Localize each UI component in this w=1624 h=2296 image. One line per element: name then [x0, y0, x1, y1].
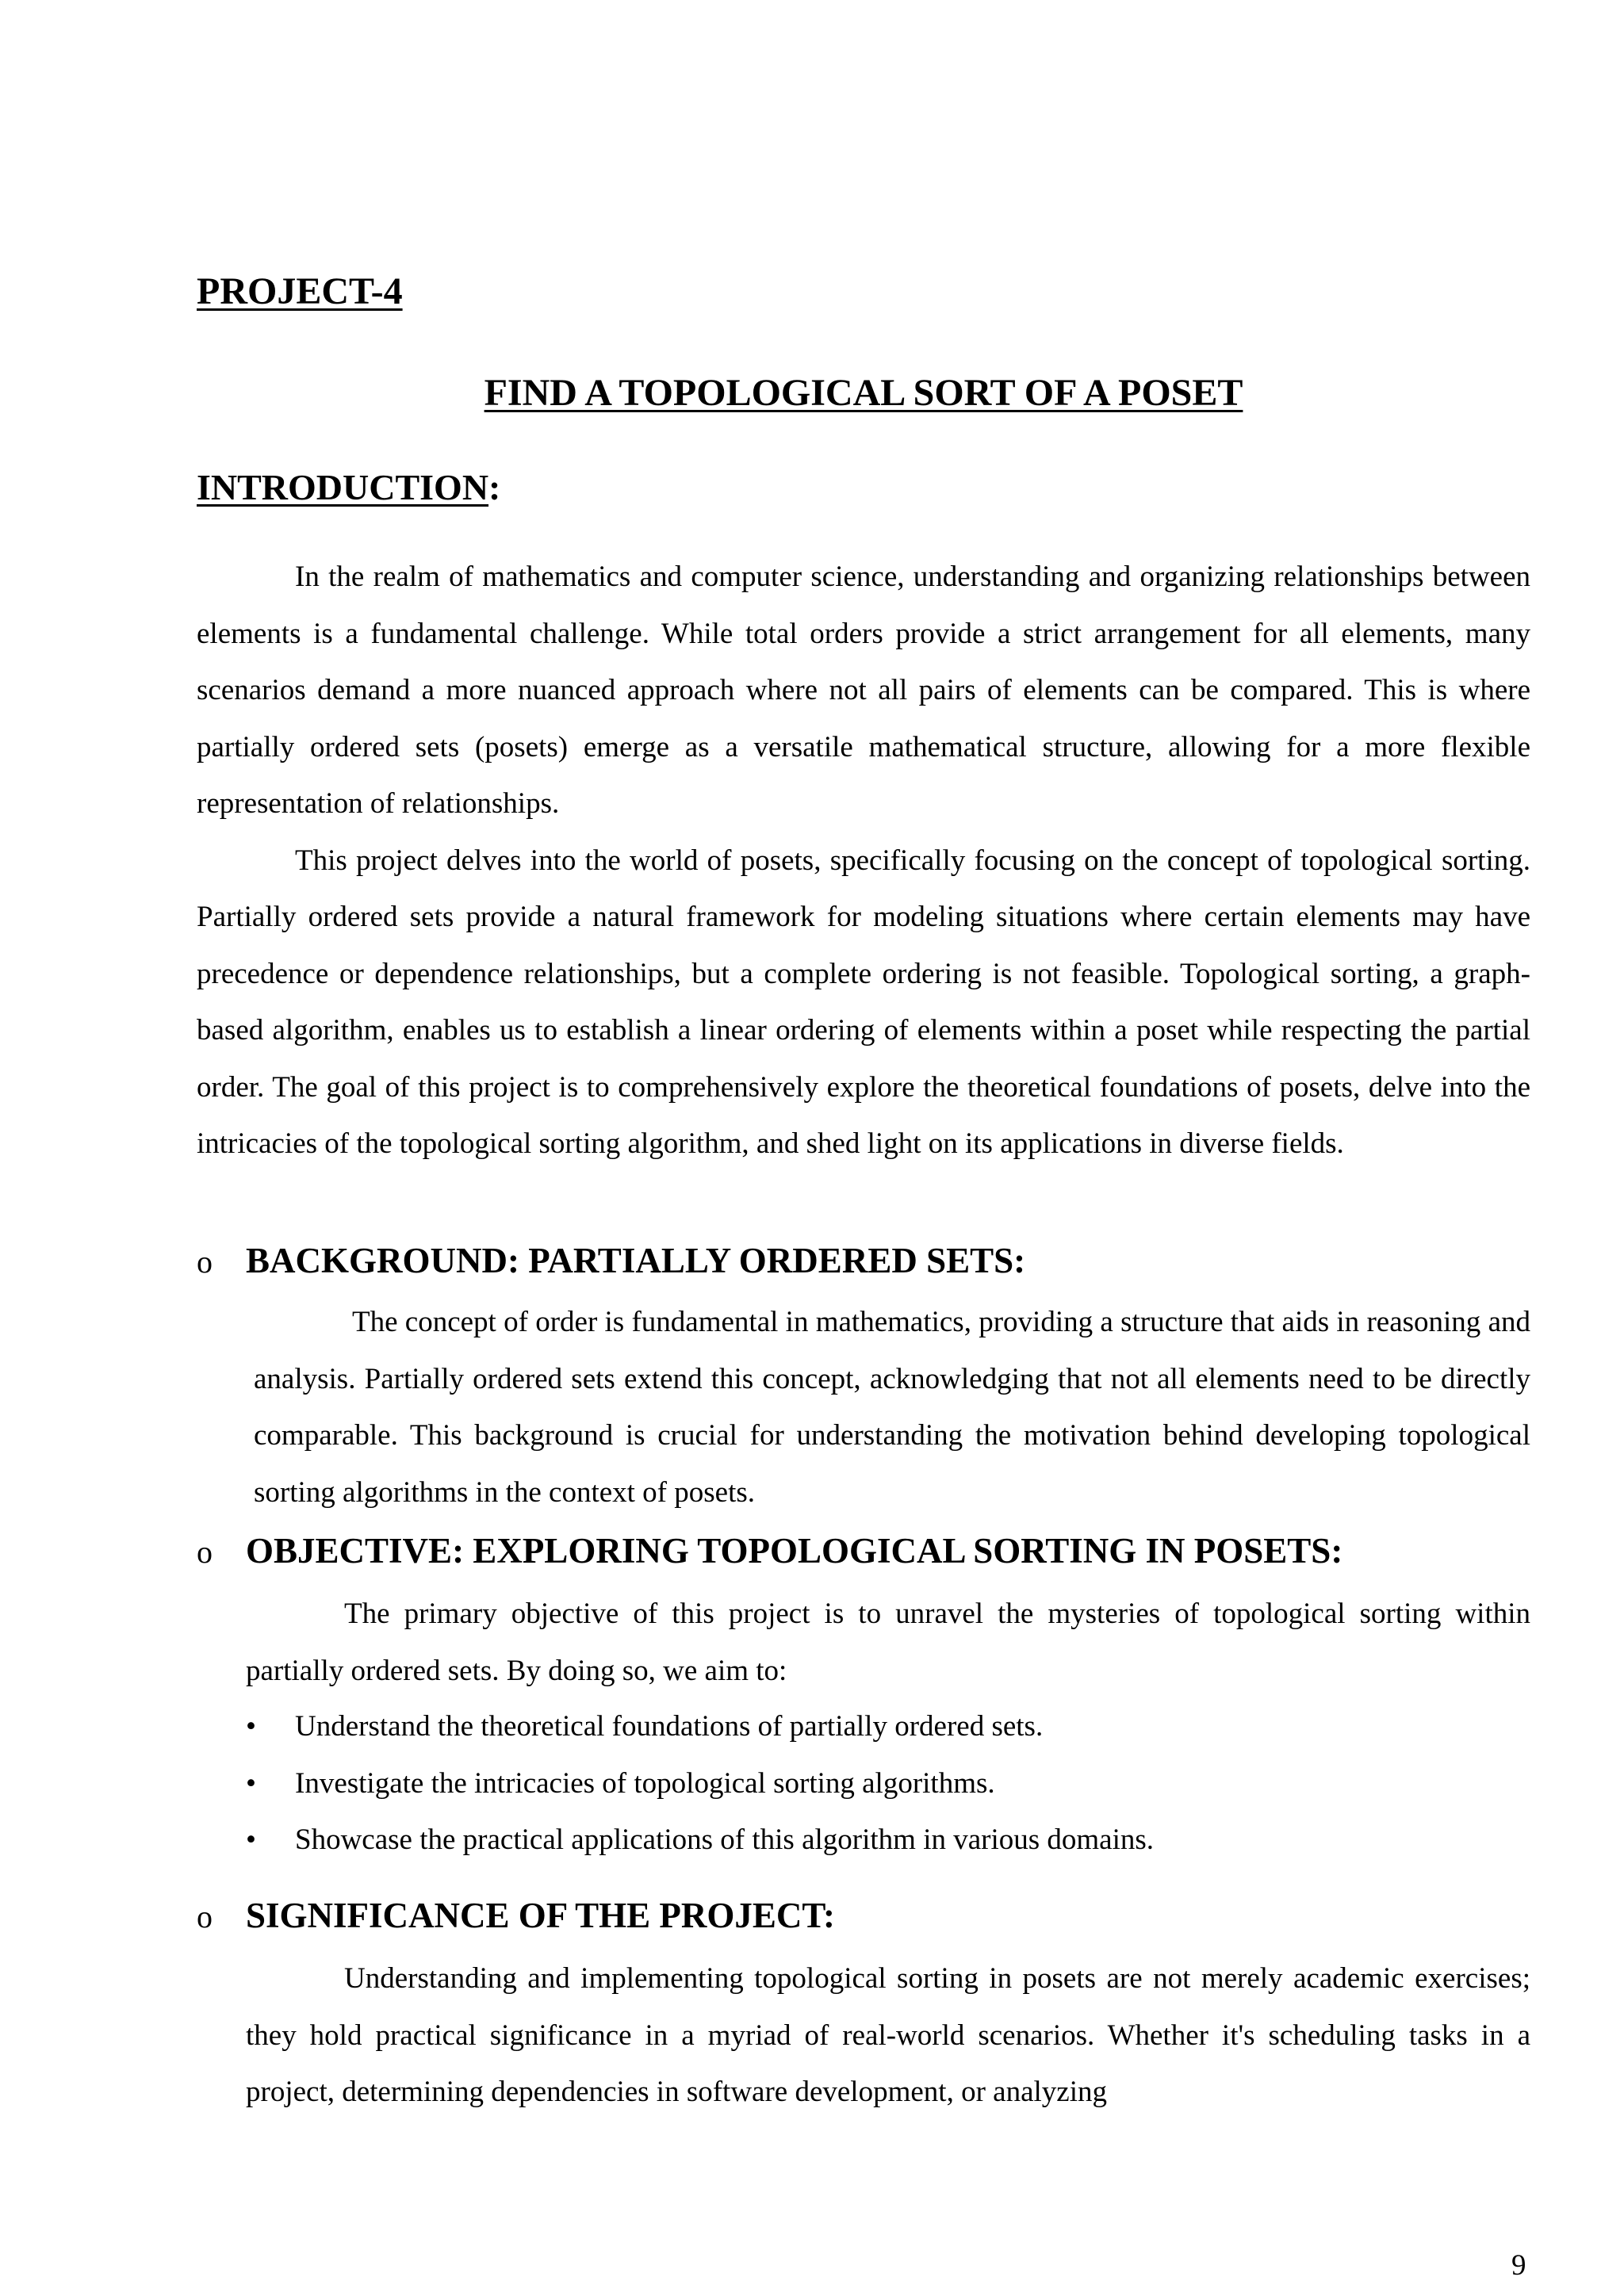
circle-bullet-icon: o: [197, 1244, 213, 1280]
objective-heading: [197, 1527, 1342, 1576]
introduction-heading: [197, 466, 500, 508]
objective-body: [246, 1586, 1530, 1699]
project-label: PROJECT-4: [197, 270, 403, 312]
significance-paragraph: Understanding and implementing topological sorting in posets are not merely academic exercises; they hold practical significance in a myriad of real-world scenarios. Whether it's scheduling tasks in a project, determining dependencies in software development, or analyzing: [246, 1962, 1530, 2108]
bullet-dot-icon: •: [246, 1823, 256, 1856]
list-item: [246, 1698, 1530, 1755]
circle-bullet-icon: o: [197, 1899, 213, 1934]
significance-body: [246, 1950, 1530, 2121]
bullet-dot-icon: •: [246, 1766, 256, 1800]
significance-heading-text: SIGNIFICANCE OF THE PROJECT:: [246, 1896, 836, 1935]
bullet-dot-icon: •: [246, 1710, 256, 1743]
significance-heading: [197, 1892, 835, 1941]
objective-paragraph: The primary objective of this project is to unravel the mysteries of topological sorting within partially ordered sets. By doing so, we aim to:: [246, 1598, 1530, 1687]
objective-heading-text: OBJECTIVE: EXPLORING TOPOLOGICAL SORTING IN POSETS:: [246, 1531, 1343, 1571]
background-heading-text: BACKGROUND: PARTIALLY ORDERED SETS:: [246, 1241, 1026, 1280]
introduction-heading-text: INTRODUCTION: [197, 467, 489, 507]
background-paragraph: The concept of order is fundamental in mathematics, providing a structure that aids in reasoning and analysis. Partially ordered sets extend this concept, acknowledging that not all elements need to be directly comparable. This background is crucial for understanding the motivation behind developing topological sorting algorithms in the context of posets.: [254, 1306, 1530, 1509]
background-heading: [197, 1237, 1025, 1286]
page-number: 9: [1511, 2249, 1526, 2282]
objective-bullet-list: [246, 1698, 1530, 1869]
background-body: [254, 1294, 1530, 1521]
introduction-body: [197, 549, 1530, 1173]
introduction-paragraph-2: This project delves into the world of posets, specifically focusing on the concept of topological sorting. Partially ordered sets provide a natural framework for modeling situations where certain elements may have precedence or dependence relationships, but a complete ordering is not feasible. Topological sorting, a graph-based algorithm, enables us to establish a linear ordering of elements within a poset while respecting the partial order. The goal of this project is to comprehensively explore the theoretical foundations of posets, delve into the intricacies of the topological sorting algorithm, and shed light on its applications in diverse fields.: [197, 844, 1530, 1160]
list-item: [246, 1755, 1530, 1812]
introduction-heading-colon: :: [488, 467, 501, 507]
list-item-text: Showcase the practical applications of this algorithm in various domains.: [295, 1823, 1155, 1856]
list-item-text: Understand the theoretical foundations of partially ordered sets.: [295, 1710, 1044, 1743]
introduction-paragraph-1: In the realm of mathematics and computer science, understanding and organizing relationships between elements is a fundamental challenge. While total orders provide a strict arrangement for all elements, many scenarios demand a more nuanced approach where not all pairs of elements can be compared. This is where partially ordered sets (posets) emerge as a versatile mathematical structure, allowing for a more flexible representation of relationships.: [197, 561, 1530, 820]
circle-bullet-icon: o: [197, 1534, 213, 1570]
list-item: [246, 1812, 1530, 1869]
document-title: FIND A TOPOLOGICAL SORT OF A POSET: [484, 372, 1243, 414]
list-item-text: Investigate the intricacies of topological sorting algorithms.: [295, 1766, 995, 1800]
